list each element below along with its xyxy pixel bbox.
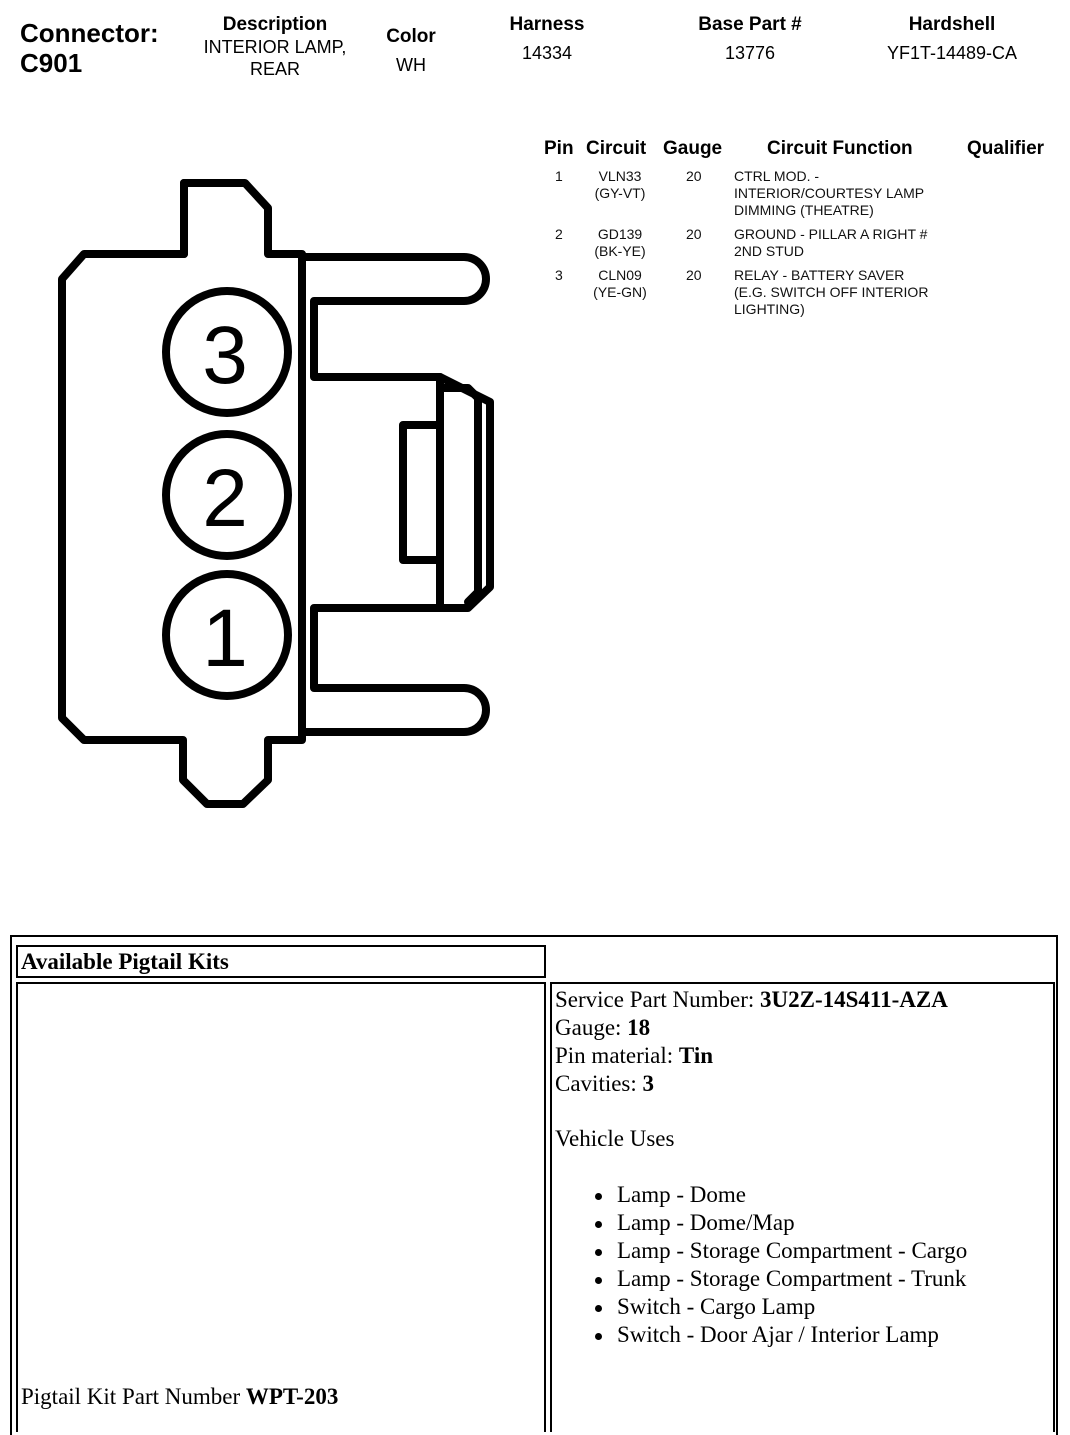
pin-label-2: 2 [202,453,248,544]
pin-number: 3 [555,267,563,283]
circuit-color: (BK-YE) [594,243,646,259]
hardshell-value: YF1T-14489-CA [886,43,1018,63]
function-line: RELAY - BATTERY SAVER [734,267,905,283]
list-item: Lamp - Dome/Map [617,1209,1053,1237]
gauge-value: 18 [627,1015,651,1040]
circuit-cell [588,226,652,260]
circuit-id: VLN33 [598,168,642,184]
pin-number: 1 [555,168,563,184]
list-item: Lamp - Dome [617,1181,1053,1209]
pigtail-details-cell [550,982,1055,1432]
cavities-value: 3 [642,1071,655,1096]
pin-material-spec: Pin material: Tin [555,1043,714,1068]
pigtail-specs [552,984,1053,1349]
gauge-cell: 20 [686,267,702,283]
hardshell-label: Hardshell [908,14,996,35]
gauge-spec: Gauge: 18 [555,1015,651,1040]
kit-part-label: Pigtail Kit Part Number [21,1384,246,1409]
service-part-number: Service Part Number: 3U2Z-14S411-AZA [555,987,948,1012]
color-column [370,26,452,76]
connector-face-diagram [40,170,510,820]
pin-row-1 [540,168,1060,226]
pin-row-2 [540,226,1060,267]
pin-table [540,138,1060,325]
description-line1: INTERIOR LAMP, [203,37,347,57]
list-item: Switch - Door Ajar / Interior Lamp [617,1321,1053,1349]
pin-number: 2 [555,226,563,242]
col-qualifier-header: Qualifier [967,138,1045,159]
circuit-id: GD139 [597,226,643,242]
col-pin-header: Pin [544,138,574,159]
circuit-cell [588,267,652,301]
function-line: LIGHTING) [734,301,805,317]
kit-part-value: WPT-203 [245,1384,339,1409]
color-value: WH [396,55,426,75]
circuit-color: (YE-GN) [593,284,647,300]
circuit-id: CLN09 [598,267,642,283]
pin-table-header [540,138,1060,164]
function-line: (E.G. SWITCH OFF INTERIOR [734,284,929,300]
pigtail-image-cell [16,982,546,1432]
function-cell [734,267,928,318]
description-line2: REAR [249,59,300,79]
connector-label: Connector: [20,18,159,48]
col-gauge-header: Gauge [663,138,723,159]
cavities-spec: Cavities: 3 [555,1071,655,1096]
base-part-value: 13776 [724,43,776,63]
function-cell [734,168,924,219]
col-function-header: Circuit Function [767,138,913,159]
function-line: GROUND - PILLAR A RIGHT # [734,226,928,242]
function-line: DIMMING (THEATRE) [734,202,874,218]
description-column [180,14,370,80]
harness-label: Harness [509,14,585,35]
circuit-cell [588,168,652,202]
list-item: Lamp - Storage Compartment - Cargo [617,1237,1053,1265]
pigtail-kit-part-number [21,1384,338,1410]
harness-column [487,14,607,64]
service-part-value: 3U2Z-14S411-AZA [760,987,948,1012]
function-line: 2ND STUD [734,243,805,259]
connector-title [20,18,159,78]
harness-value: 14334 [521,43,573,63]
base-part-label: Base Part # [698,14,802,35]
base-part-column [680,14,820,64]
function-cell [734,226,927,260]
connector-id: C901 [20,48,83,78]
pigtail-kits-title: Available Pigtail Kits [16,945,546,978]
lock-window [403,425,440,560]
pin-label-1: 1 [202,593,248,684]
gauge-cell: 20 [686,168,702,184]
pin-label-3: 3 [202,310,248,401]
vehicle-uses-list [617,1181,1053,1349]
hardshell-column [862,14,1042,64]
upper-latch-arm [302,257,490,732]
color-label: Color [386,26,436,47]
list-item: Switch - Cargo Lamp [617,1293,1053,1321]
pin-row-3 [540,267,1060,325]
description-label: Description [222,14,328,35]
function-line: INTERIOR/COURTESY LAMP [734,185,925,201]
vehicle-uses-label: Vehicle Uses [555,1126,675,1151]
function-line: CTRL MOD. - [734,168,820,184]
list-item: Lamp - Storage Compartment - Trunk [617,1265,1053,1293]
gauge-cell: 20 [686,226,702,242]
col-circuit-header: Circuit [586,138,647,159]
pin-material-value: Tin [678,1043,714,1068]
circuit-color: (GY-VT) [594,185,646,201]
